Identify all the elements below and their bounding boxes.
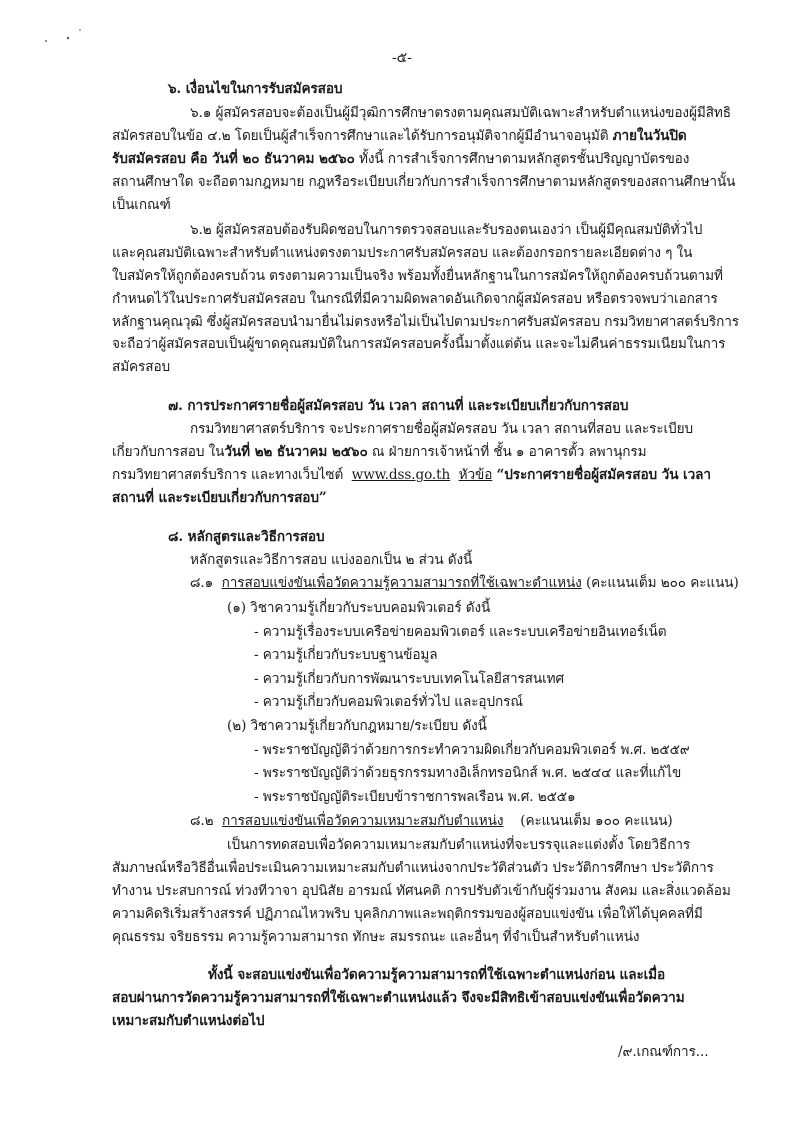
footer-continuation: /๙.เกณฑ์การ... [618, 1044, 709, 1060]
s6-p2-line3: ใบสมัครให้ถูกต้องครบถ้วน ตรงตามความเป็นจริง พร้อมทั้งยื่นหลักฐานในการสมัครให้ถูกต้องครบถ้วนตามที่ [112, 268, 723, 284]
sub1-item: - ความรู้เรื่องระบบเครือข่ายคอมพิวเตอร์ และระบบเครือข่ายอินเทอร์เน็ต [254, 624, 667, 640]
s6-p2-line5: หลักฐานคุณวุฒิ ซึ่งผู้สมัครสอบนำมายื่นไม่ตรงหรือไม่เป็นไปตามประกาศรับสมัครสอบ กรมวิทยาศาสตร์บริการ [112, 314, 739, 330]
closing-line1: ทั้งนี้ จะสอบแข่งขันเพื่อวัดความรู้ความสามารถที่ใช้เฉพาะตำแหน่งก่อน และเมื่อ [208, 967, 666, 983]
s6-p2-line7: สมัครสอบ [112, 359, 171, 375]
s8-intro: หลักสูตรและวิธีการสอบ แบ่งออกเป็น ๒ ส่วน ดังนี้ [190, 552, 473, 568]
s8-2-body-line2: สัมภาษณ์หรือวิธีอื่นเพื่อประเมินความเหมาะสมกับตำแหน่งจากประวัติส่วนตัว ประวัติการศึกษา ประวัติการ [112, 860, 714, 876]
s8-2-body-line4: ความคิดริเริ่มสร้างสรรค์ ปฏิภาณไหวพริบ บุคลิกภาพและพฤติกรรมของผู้สอบแข่งขัน เพื่อให้ได้บุคคลที่มี [112, 906, 703, 922]
s7-line1: กรมวิทยาศาสตร์บริการ จะประกาศรายชื่อผู้สมัครสอบ วัน เวลา สถานที่สอบ และระเบียบ [190, 421, 694, 437]
s7-line3: กรมวิทยาศาสตร์บริการ และทางเว็บไซต์ www.dss.go.th หัวข้อ “ประกาศรายชื่อผู้สมัครสอบ วัน เวลา [112, 467, 711, 483]
scan-specks [0, 0, 120, 60]
s8-1-sub1-title: (๑) วิชาความรู้เกี่ยวกับระบบคอมพิวเตอร์ ดังนี้ [227, 600, 491, 616]
s8-2-body-line3: ทำงาน ประสบการณ์ ท่วงทีวาจา อุปนิสัย อารมณ์ ทัศนคติ การปรับตัวเข้ากับผู้ร่วมงาน สังคม และสิ่งแวดล้อม [112, 883, 731, 899]
page-number: -๕- [392, 50, 412, 66]
s8-2-body-line1: เป็นการทดสอบเพื่อวัดความเหมาะสมกับตำแหน่งที่จะบรรจุและแต่งตั้ง โดยวิธีการ [227, 837, 691, 853]
s6-p1-line4: สถานศึกษาใด จะถือตามกฎหมาย กฎหรือระเบียบเกี่ยวกับการสำเร็จการศึกษาตามหลักสูตรของสถานศึกษานั้น [112, 174, 736, 190]
s7-line4: สถานที่ และระเบียบเกี่ยวกับการสอบ” [112, 490, 327, 506]
sub2-item: - พระราชบัญญัติว่าด้วยการกระทำความผิดเกี่ยวกับคอมพิวเตอร์ พ.ศ. ๒๕๕๙ [254, 742, 690, 758]
s8-2-body-line5: คุณธรรม จริยธรรม ความรู้ความสามารถ ทักษะ สมรรถนะ และอื่นๆ ที่จำเป็นสำหรับตำแหน่ง [112, 929, 640, 945]
s7-line2: เกี่ยวกับการสอบ ในวันที่ ๒๒ ธันวาคม ๒๕๖๐ ณ ฝ่ายการเจ้าหน้าที่ ชั้น ๑ อาคารตั้ว ลพานุกรม [112, 444, 647, 460]
closing-line3: เหมาะสมกับตำแหน่งต่อไป [112, 1013, 265, 1029]
s8-1-sub2-title: (๒) วิชาความรู้เกี่ยวกับกฎหมาย/ระเบียบ ดังนี้ [227, 718, 487, 734]
s6-p2-line1: ๖.๒ ผู้สมัครสอบต้องรับผิดชอบในการตรวจสอบและรับรองตนเองว่า เป็นผู้มีคุณสมบัติทั่วไป [190, 222, 703, 238]
sub1-item: - ความรู้เกี่ยวกับการพัฒนาระบบเทคโนโลยีสารสนเทศ [254, 671, 565, 687]
s6-p1-line2: สมัครสอบในข้อ ๔.๒ โดยเป็นผู้สำเร็จการศึกษาและได้รับการอนุมัติจากผู้มีอำนาจอนุมัติ ภายในวันปิด [112, 128, 687, 144]
s6-p2-line4: กำหนดไว้ในประกาศรับสมัครสอบ ในกรณีที่มีความผิดพลาดอันเกิดจากผู้สมัครสอบ หรือตรวจพบว่าเอกสาร [112, 291, 718, 307]
website-link[interactable]: www.dss.go.th [351, 467, 451, 483]
s8-2-title-line: ๘.๒ การสอบแข่งขันเพื่อวัดความเหมาะสมกับตำแหน่ง (คะแนนเต็ม ๑๐๐ คะแนน) [190, 813, 673, 829]
sub1-item: - ความรู้เกี่ยวกับคอมพิวเตอร์ทั่วไป และอุปกรณ์ [254, 694, 523, 710]
section-8-heading: ๘. หลักสูตรและวิธีการสอบ [168, 529, 325, 545]
s6-p2-line6: จะถือว่าผู้สมัครสอบเป็นผู้ขาดคุณสมบัติในการสมัครสอบครั้งนี้มาตั้งแต่ต้น และจะไม่คืนค่าธรรมเนียมในการ [112, 336, 726, 352]
s8-1-title-line: ๘.๑ การสอบแข่งขันเพื่อวัดความรู้ความสามารถที่ใช้เฉพาะตำแหน่ง (คะแนนเต็ม ๒๐๐ คะแนน) [190, 575, 739, 591]
s6-p1-line1: ๖.๑ ผู้สมัครสอบจะต้องเป็นผู้มีวุฒิการศึกษาตรงตามคุณสมบัติเฉพาะสำหรับตำแหน่งของผู้มีสิทธิ [190, 105, 731, 121]
section-6-heading: ๖. เงื่อนไขในการรับสมัครสอบ [168, 81, 343, 97]
section-7-heading: ๗. การประกาศรายชื่อผู้สมัครสอบ วัน เวลา สถานที่ และระเบียบเกี่ยวกับการสอบ [168, 398, 629, 414]
sub2-item: - พระราชบัญญัติระเบียบข้าราชการพลเรือน พ.ศ. ๒๕๕๑ [254, 789, 576, 805]
sub1-item: - ความรู้เกี่ยวกับระบบฐานข้อมูล [254, 647, 438, 663]
closing-line2: สอบผ่านการวัดความรู้ความสามารถที่ใช้เฉพาะตำแหน่งแล้ว จึงจะมีสิทธิเข้าสอบแข่งขันเพื่อวัดความ [112, 990, 685, 1006]
sub2-item: - พระราชบัญญัติว่าด้วยธุรกรรมทางอิเล็กทรอนิกส์ พ.ศ. ๒๕๔๔ และที่แก้ไข [254, 765, 682, 781]
s6-p1-line3: รับสมัครสอบ คือ วันที่ ๒๐ ธันวาคม ๒๕๖๐ ทั้งนี้ การสำเร็จการศึกษาตามหลักสูตรชั้นปริญญาบัตรของ [112, 151, 690, 167]
s6-p2-line2: และคุณสมบัติเฉพาะสำหรับตำแหน่งตรงตามประกาศรับสมัครสอบ และต้องกรอกรายละเอียดต่าง ๆ ใน [112, 245, 693, 261]
s6-p1-line5: เป็นเกณฑ์ [112, 197, 171, 213]
